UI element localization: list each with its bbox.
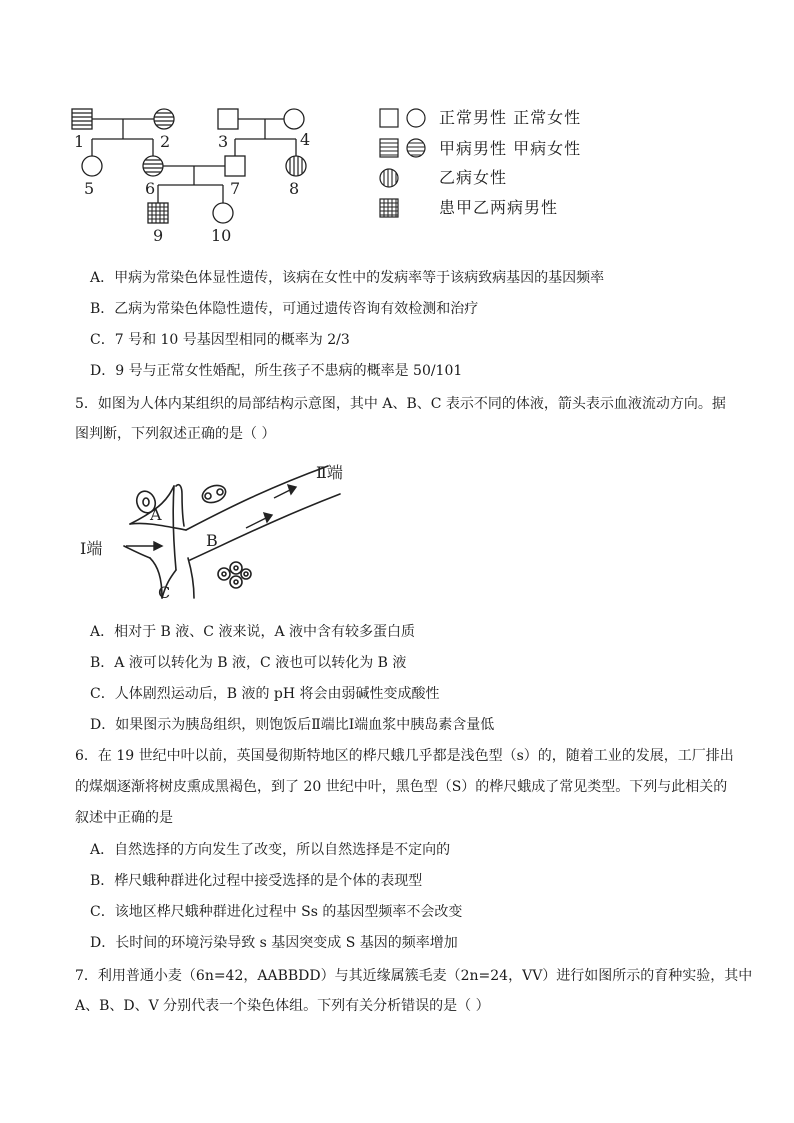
individual-6-affected-female [141, 156, 165, 176]
individual-9-both-diseases-male [148, 203, 168, 223]
q5-option-b: B．A 液可以转化为 B 液，C 液也可以转化为 B 液 [90, 655, 407, 671]
q4-option-a: A．甲病为常染色体显性遗传，该病在女性中的发病率等于该病致病基因的基因频率 [90, 270, 605, 286]
q6-stem-line1: 6．在 19 世纪中叶以前，英国曼彻斯特地区的桦尺蛾几乎都是浅色型（s）的，随着工业的发展，工厂排出 [75, 748, 734, 764]
diagram-label-a: A [150, 505, 162, 524]
legend-both-male-icon [380, 199, 398, 217]
legend-row-both: 患甲乙两病男性 [439, 198, 559, 217]
pedigree-label-4: 4 [300, 130, 311, 149]
pedigree-label-9: 9 [153, 226, 164, 245]
q6-option-b: B．桦尺蛾种群进化过程中接受选择的是个体的表现型 [90, 873, 423, 889]
individual-3-normal-male [218, 109, 238, 129]
pedigree-chart [60, 95, 350, 250]
diagram-label-b: B [206, 531, 218, 550]
individual-2-affected-female [152, 109, 176, 129]
individual-7-normal-male [225, 156, 245, 176]
legend-normal-male-icon [380, 109, 398, 127]
diagram-label-end1: Ⅰ端 [80, 539, 103, 558]
pedigree-label-1: 1 [74, 132, 85, 151]
individual-1-affected-male [72, 109, 92, 129]
individual-4-normal-female [284, 109, 304, 129]
q5-stem-line1: 5．如图为人体内某组织的局部结构示意图，其中 A、B、C 表示不同的体液，箭头表示血液流动方向。据 [75, 396, 726, 412]
pedigree-label-10: 10 [211, 226, 232, 245]
q7-stem-line1: 7．利用普通小麦（6n=42，AABBDD）与其近缘属簇毛麦（2n=24，VV）进行如图所示的育种实验，其中 [75, 968, 753, 984]
q4-option-d: D．9 号与正常女性婚配，所生孩子不患病的概率是 50/101 [90, 363, 463, 379]
legend-row-jia: 甲病男性 甲病女性 [439, 139, 582, 158]
pedigree-label-6: 6 [145, 179, 156, 198]
legend-jia-male-icon [380, 139, 398, 157]
pedigree-label-2: 2 [160, 132, 171, 151]
q5-option-c: C．人体剧烈运动后，B 液的 pH 将会由弱碱性变成酸性 [90, 686, 440, 702]
q7-stem-line2: A、B、D、V 分别代表一个染色体组。下列有关分析错误的是（ ） [75, 998, 490, 1014]
pedigree-label-8: 8 [289, 179, 300, 198]
individual-5-normal-female [82, 156, 102, 176]
q5-stem-line2: 图判断，下列叙述正确的是（ ） [75, 426, 276, 442]
q5-option-a: A．相对于 B 液、C 液来说，A 液中含有较多蛋白质 [90, 624, 416, 640]
q6-option-a: A．自然选择的方向发生了改变，所以自然选择是不定向的 [90, 842, 451, 858]
legend-row-normal: 正常男性 正常女性 [439, 108, 582, 127]
pedigree-legend-symbols [376, 106, 436, 221]
legend-yi-female-icon [380, 168, 398, 188]
diagram-label-end2: Ⅱ端 [316, 463, 343, 482]
q4-option-b: B．乙病为常染色体隐性遗传，可通过遗传咨询有效检测和治疗 [90, 301, 479, 317]
legend-row-yi: 乙病女性 [439, 168, 508, 187]
diagram-label-c: C [158, 583, 171, 602]
q6-option-d: D．长时间的环境污染导致 s 基因突变成 S 基因的频率增加 [90, 935, 458, 951]
pedigree-label-5: 5 [84, 179, 95, 198]
legend-jia-female-icon [406, 139, 426, 157]
q6-stem-line2: 的煤烟逐渐将树皮熏成黑褐色，到了 20 世纪中叶，黑色型（S）的桦尺蛾成了常见类型。下列与此相关的 [75, 779, 728, 795]
pedigree-label-7: 7 [230, 179, 241, 198]
q5-option-d: D．如果图示为胰岛组织，则饱饭后Ⅱ端比Ⅰ端血浆中胰岛素含量低 [90, 717, 495, 733]
legend-normal-female-icon [407, 109, 425, 127]
pedigree-label-3: 3 [218, 132, 229, 151]
individual-8-yi-disease-female [286, 154, 306, 178]
q6-stem-line3: 叙述中正确的是 [75, 810, 173, 826]
individual-10-normal-female [213, 203, 233, 223]
q4-option-c: C．7 号和 10 号基因型相同的概率为 2/3 [90, 332, 350, 348]
tissue-diagram [78, 458, 358, 608]
q6-option-c: C．该地区桦尺蛾种群进化过程中 Ss 的基因型频率不会改变 [90, 904, 463, 920]
